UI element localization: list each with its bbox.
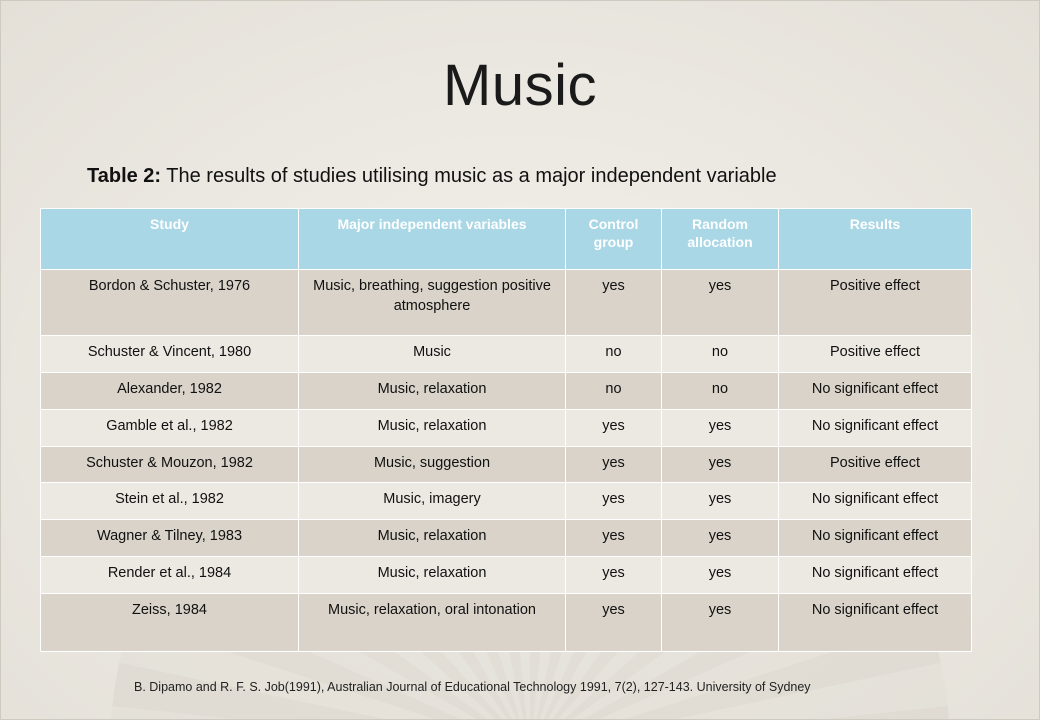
cell-study: Wagner & Tilney, 1983 (41, 520, 299, 557)
cell-random: yes (662, 594, 779, 652)
cell-result: No significant effect (779, 520, 972, 557)
cell-control: yes (566, 270, 662, 336)
cell-result: No significant effect (779, 373, 972, 410)
cell-study: Bordon & Schuster, 1976 (41, 270, 299, 336)
cell-result: No significant effect (779, 483, 972, 520)
caption-label: Table 2: (87, 165, 162, 187)
cell-random: yes (662, 520, 779, 557)
cell-variables: Music (299, 336, 566, 373)
table-row (41, 557, 972, 594)
cell-variables: Music, breathing, suggestion positive atmosphere (299, 270, 566, 336)
table-row (41, 447, 972, 483)
cell-result: Positive effect (779, 336, 972, 373)
cell-variables: Music, relaxation (299, 557, 566, 594)
slide-title: Music (443, 53, 597, 118)
cell-result: No significant effect (779, 594, 972, 652)
citation-footer: B. Dipamo and R. F. S. Job(1991), Australian Journal of Educational Technology 1991, 7(2), 127-143. University of Sydney (134, 680, 811, 694)
cell-result: No significant effect (779, 557, 972, 594)
results-table-container (40, 208, 971, 652)
cell-variables: Music, suggestion (299, 447, 566, 483)
cell-variables: Music, relaxation (299, 410, 566, 447)
cell-result: Positive effect (779, 270, 972, 336)
cell-random: yes (662, 483, 779, 520)
cell-control: yes (566, 557, 662, 594)
header-study: Study (41, 209, 299, 270)
header-variables: Major independent variables (299, 209, 566, 270)
cell-result: Positive effect (779, 447, 972, 483)
table-caption (87, 165, 987, 188)
results-table (40, 208, 972, 652)
header-random-allocation: Random allocation (662, 209, 779, 270)
table-row (41, 483, 972, 520)
cell-variables: Music, relaxation, oral intonation (299, 594, 566, 652)
cell-control: yes (566, 410, 662, 447)
cell-control: no (566, 336, 662, 373)
cell-variables: Music, relaxation (299, 520, 566, 557)
cell-study: Render et al., 1984 (41, 557, 299, 594)
table-row (41, 520, 972, 557)
caption-text: The results of studies utilising music as a major independent variable (161, 165, 777, 187)
table-row (41, 594, 972, 652)
table-row (41, 410, 972, 447)
cell-random: yes (662, 410, 779, 447)
table-row (41, 373, 972, 410)
cell-result: No significant effect (779, 410, 972, 447)
cell-random: yes (662, 270, 779, 336)
table-header-row (41, 209, 972, 270)
cell-variables: Music, imagery (299, 483, 566, 520)
cell-control: yes (566, 594, 662, 652)
cell-control: yes (566, 520, 662, 557)
cell-study: Schuster & Mouzon, 1982 (41, 447, 299, 483)
cell-study: Alexander, 1982 (41, 373, 299, 410)
cell-random: no (662, 373, 779, 410)
table-row (41, 336, 972, 373)
cell-random: yes (662, 557, 779, 594)
cell-control: yes (566, 483, 662, 520)
header-control-group: Control group (566, 209, 662, 270)
header-results: Results (779, 209, 972, 270)
table-row (41, 270, 972, 336)
cell-control: no (566, 373, 662, 410)
cell-study: Gamble et al., 1982 (41, 410, 299, 447)
cell-random: no (662, 336, 779, 373)
cell-study: Zeiss, 1984 (41, 594, 299, 652)
cell-study: Stein et al., 1982 (41, 483, 299, 520)
cell-study: Schuster & Vincent, 1980 (41, 336, 299, 373)
cell-random: yes (662, 447, 779, 483)
cell-variables: Music, relaxation (299, 373, 566, 410)
cell-control: yes (566, 447, 662, 483)
